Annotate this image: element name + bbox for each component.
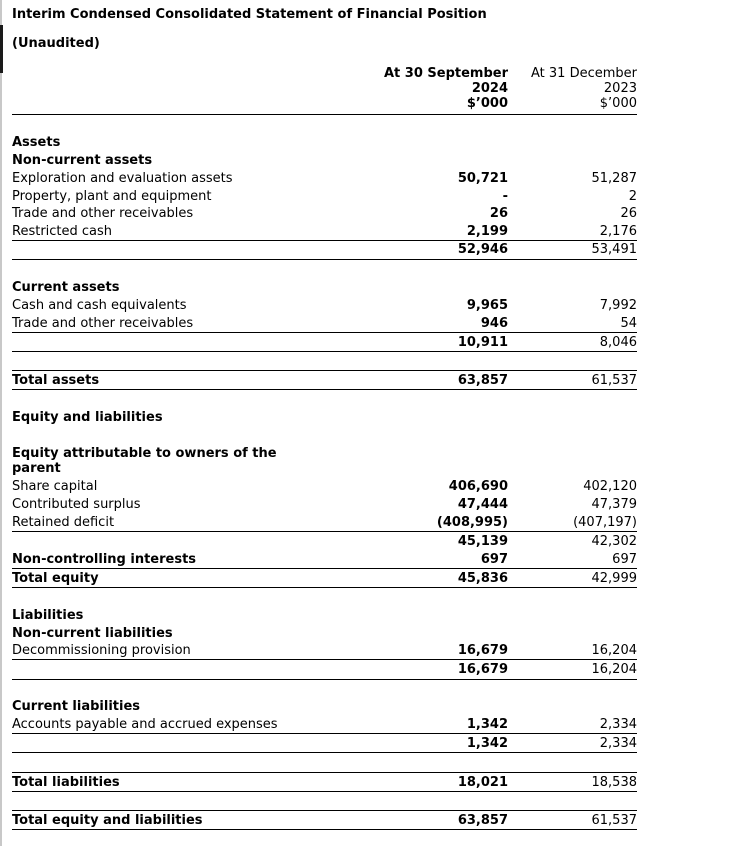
subtotal-rule: [12, 332, 637, 333]
column-header-2023: [531, 66, 637, 111]
table-row: Decommissioning provision 16,679 16,204: [12, 643, 637, 658]
page-left-accent-bar: [0, 25, 3, 73]
subtotal-row-equity: 45,139 42,302: [457, 534, 637, 549]
column-header-2024: [384, 66, 508, 111]
subtotal-row-non-current-assets: 52,946 53,491: [457, 242, 637, 257]
subtotal-bottom-rule: [12, 679, 637, 680]
total-bottom-rule: [12, 829, 637, 830]
total-bottom-rule: [12, 389, 637, 390]
subtotal-rule: [12, 659, 637, 660]
total-row-equity: Total equity 45,836 42,999: [12, 571, 637, 586]
subtotal-bottom-rule: [12, 351, 637, 352]
subtotal-row-current-liabilities: 1,342 2,334: [466, 736, 637, 751]
table-row-nci: Non-controlling interests 697 697: [12, 552, 637, 567]
column-header-2023-line2: 2023: [603, 81, 637, 96]
subtotal-bottom-rule: [12, 752, 637, 753]
header-rule: [12, 114, 637, 115]
section-heading-liabilities: Liabilities: [12, 608, 84, 623]
column-header-2023-line3: $’000: [599, 96, 637, 111]
column-header-2024-line1: At 30 September: [383, 66, 508, 81]
total-top-rule: [12, 810, 637, 811]
total-top-rule: [12, 568, 637, 569]
section-heading-assets: Assets: [12, 135, 61, 150]
column-header-2023-line1: At 31 December: [531, 66, 637, 81]
section-heading-current-assets: Current assets: [12, 280, 120, 295]
section-heading-equity-and-liabilities: Equity and liabilities: [12, 410, 163, 425]
section-heading-non-current-assets: Non-current assets: [12, 153, 153, 168]
column-header-2024-line3: $’000: [466, 96, 508, 111]
subtotal-bottom-rule: [12, 259, 637, 260]
subtotal-row-non-current-liabilities: 16,679 16,204: [457, 662, 637, 677]
table-row: Share capital 406,690 402,120: [12, 479, 637, 494]
table-row: Contributed surplus 47,444 47,379: [12, 497, 637, 512]
total-row-liabilities: Total liabilities 18,021 18,538: [12, 775, 637, 790]
subtotal-row-current-assets: 10,911 8,046: [457, 335, 637, 350]
total-row-equity-and-liabilities: Total equity and liabilities 63,857 61,537: [12, 813, 637, 828]
section-heading-equity-attributable: Equity attributable to owners of the parent: [12, 446, 277, 476]
page-left-border: [0, 0, 2, 846]
subtotal-rule: [12, 531, 637, 532]
table-row: Property, plant and equipment - 2: [12, 189, 637, 204]
section-heading-current-liabilities: Current liabilities: [12, 699, 141, 714]
subtotal-rule: [12, 733, 637, 734]
total-top-rule: [12, 370, 637, 371]
table-row: Cash and cash equivalents 9,965 7,992: [12, 298, 637, 313]
column-header-2024-line2: 2024: [471, 81, 508, 96]
statement-subtitle: (Unaudited): [12, 36, 100, 51]
table-row: Trade and other receivables 946 54: [12, 316, 637, 331]
total-bottom-rule: [12, 587, 637, 588]
table-row: Exploration and evaluation assets 50,721 51,287: [12, 171, 637, 186]
table-row: Trade and other receivables 26 26: [12, 206, 637, 221]
section-heading-non-current-liabilities: Non-current liabilities: [12, 626, 173, 641]
total-bottom-rule: [12, 791, 637, 792]
table-row: Accounts payable and accrued expenses 1,342 2,334: [12, 717, 637, 732]
table-row: Restricted cash 2,199 2,176: [12, 224, 637, 239]
total-top-rule: [12, 772, 637, 773]
total-row-assets: Total assets 63,857 61,537: [12, 373, 637, 388]
statement-title: Interim Condensed Consolidated Statement of Financial Position: [12, 7, 487, 22]
table-row: Retained deficit (408,995) (407,197): [12, 515, 637, 530]
